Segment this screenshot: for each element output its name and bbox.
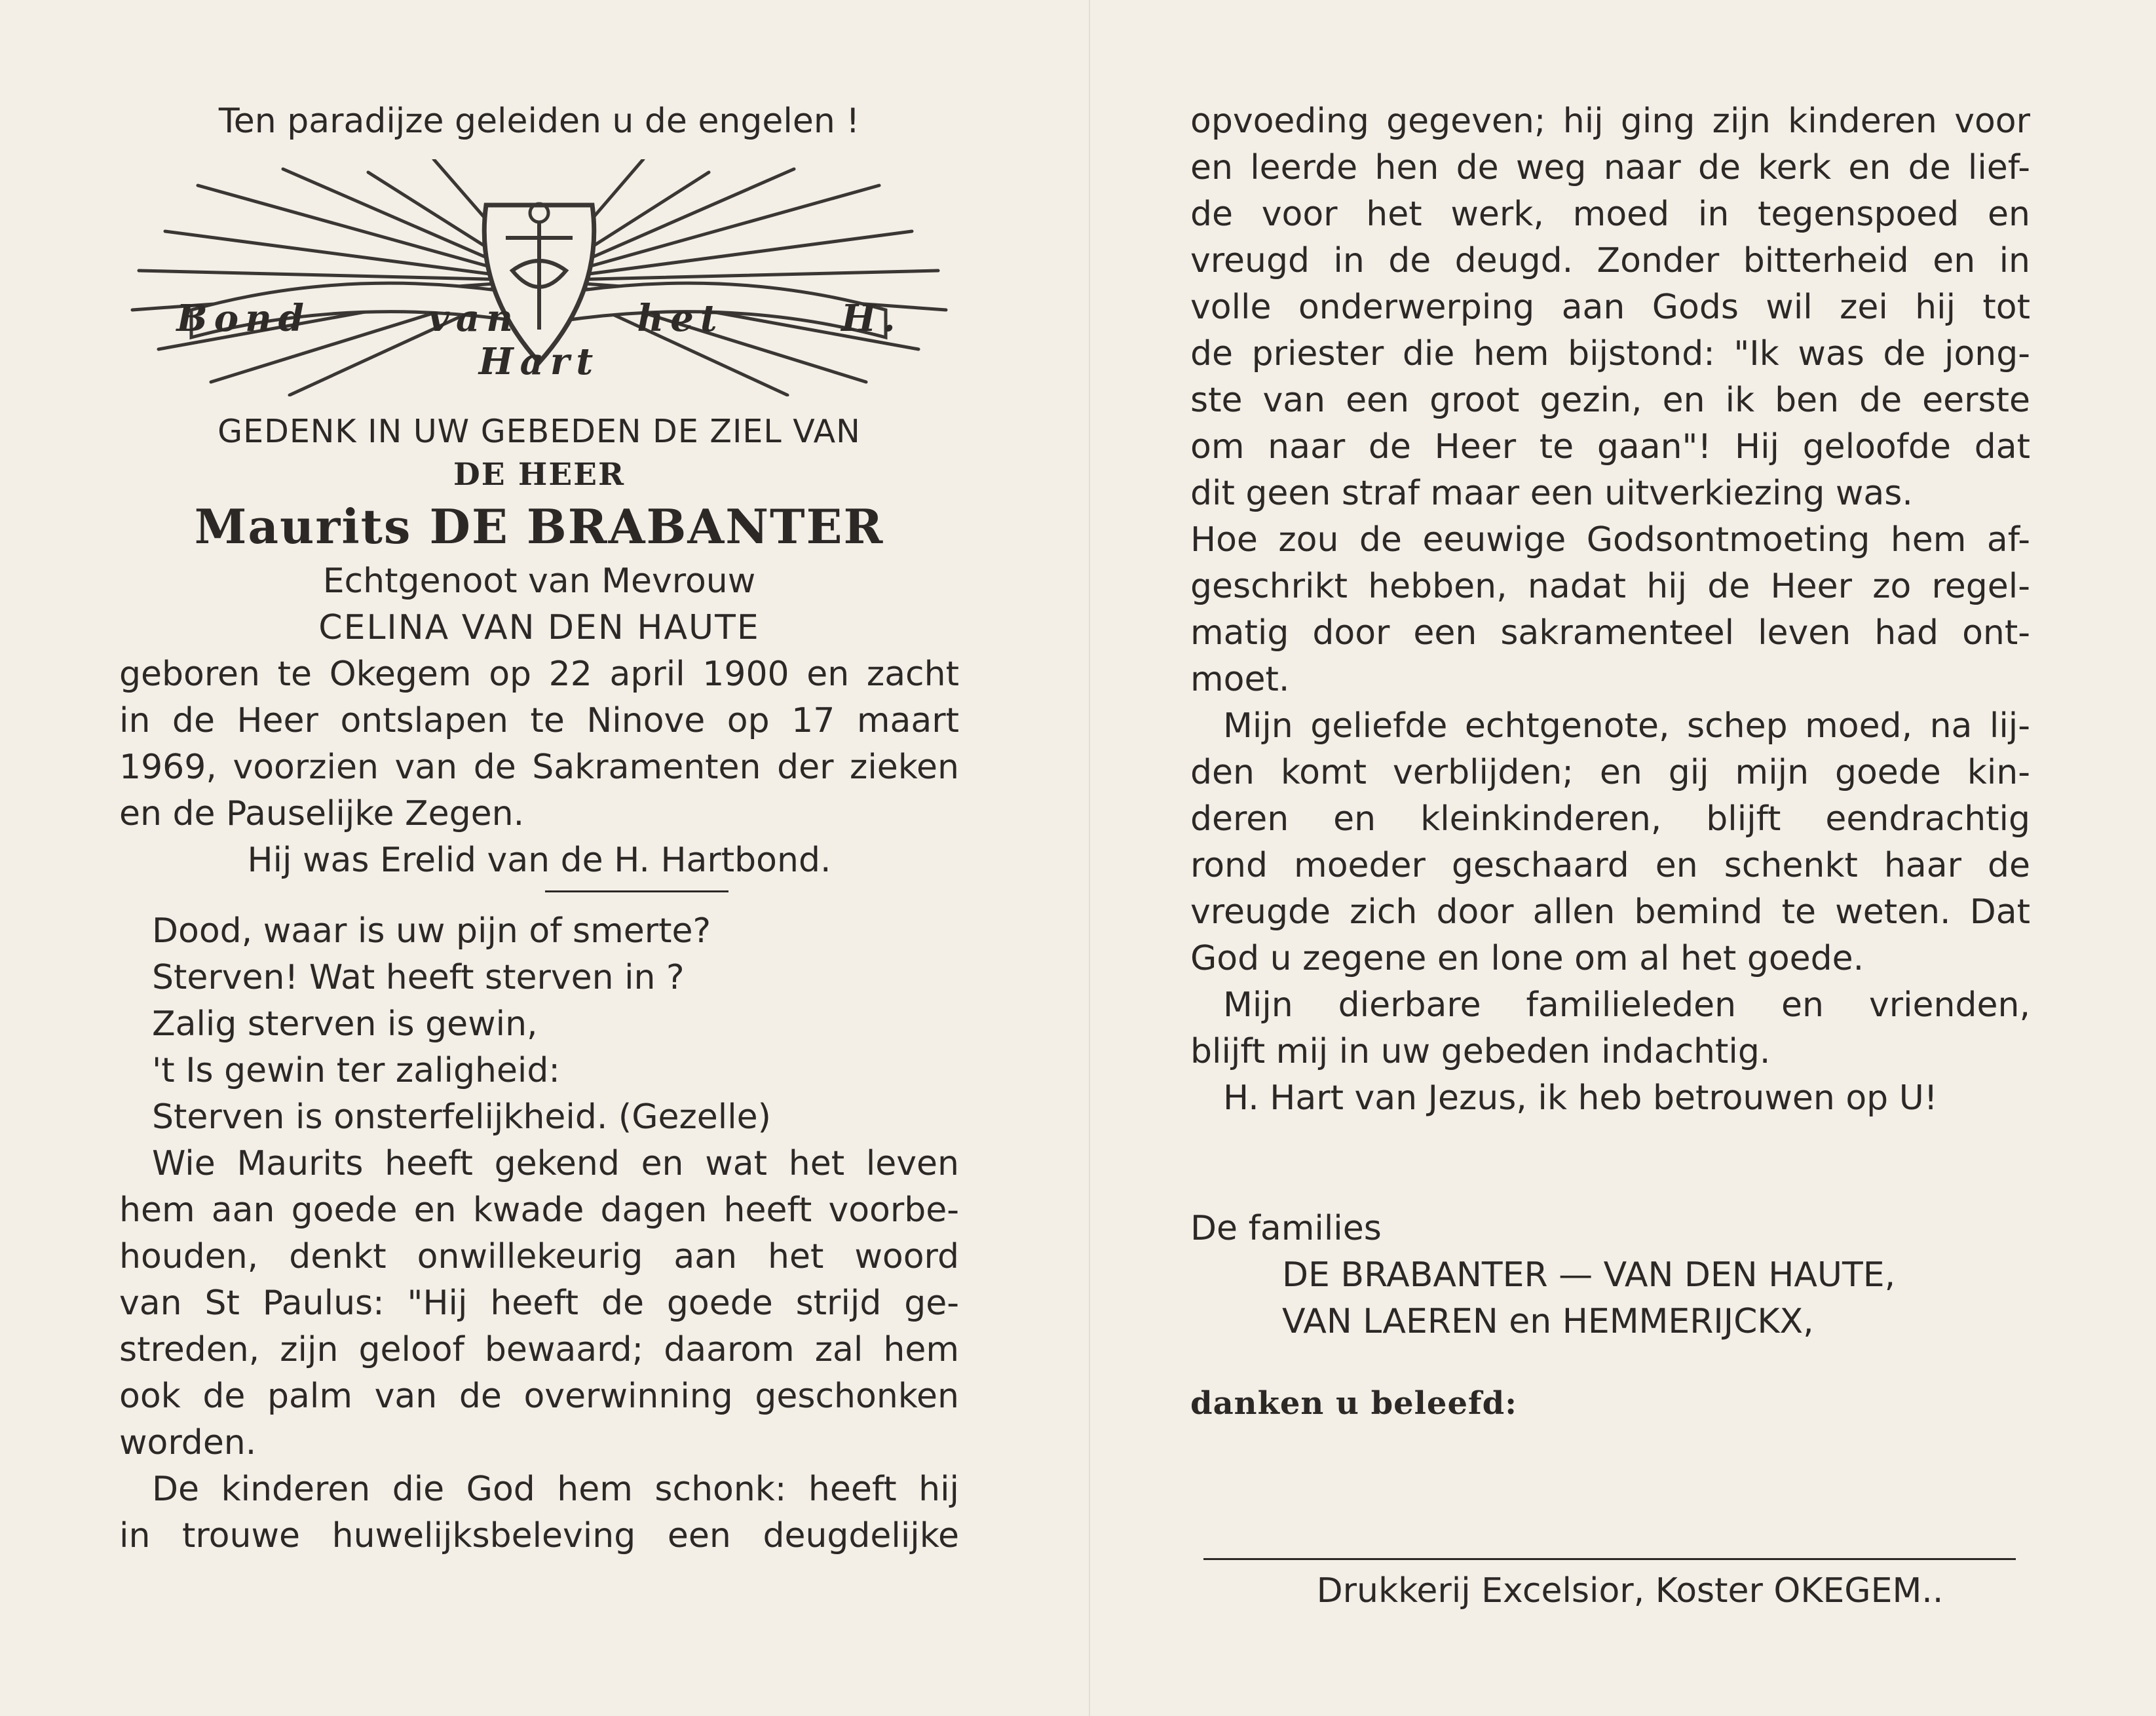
bio-line: en de Pauselijke Zegen. — [119, 794, 525, 833]
deceased-name: Maurits DE BRABANTER — [194, 499, 884, 554]
text-line: en leerde hen de weg naar de kerk en de lief- — [1190, 148, 2030, 187]
separator-rule — [545, 890, 728, 892]
text-line: in trouwe huwelijksbeleving een deugdelijke — [119, 1516, 959, 1555]
text-line: worden. — [119, 1423, 257, 1462]
emblem-banner-text: Bond van het H. Hart — [176, 297, 902, 383]
spacer — [1190, 1122, 2030, 1206]
sacred-heart-emblem — [119, 159, 959, 396]
bio-line: in de Heer ontslapen te Ninove op 17 maart — [119, 701, 959, 740]
spouse-name: CELINA VAN DEN HAUTE — [318, 608, 760, 647]
text-line: Mijn geliefde echtgenote, schep moed, na lij- — [1223, 706, 2030, 746]
separator-rule — [1203, 1558, 2016, 1560]
text-line: ook de palm van de overwinning geschonken — [119, 1377, 959, 1416]
spacer — [1190, 1345, 2030, 1381]
card-fold — [1089, 0, 1090, 1716]
spouse-label: Echtgenoot van Mevrouw — [322, 562, 756, 601]
text-line: matig door een sakramenteel leven had ont- — [1190, 613, 2030, 653]
text-line: vreugd in de deugd. Zonder bitterheid en in — [1190, 241, 2030, 280]
left-panel — [119, 98, 959, 1559]
text-line: houden, denkt onwillekeurig aan het woord — [119, 1237, 959, 1276]
text-line: Wie Maurits heeft gekend en wat het leven — [152, 1144, 959, 1183]
text-line: Mijn dierbare familieleden en vrienden, — [1223, 985, 2030, 1025]
text-line: blijft mij in uw gebeden indachtig. — [1190, 1032, 1771, 1071]
motto: Ten paradijze geleiden u de engelen ! — [218, 102, 860, 141]
poem-line: Zalig sterven is gewin, — [152, 1004, 538, 1044]
text-line: rond moeder geschaard en schenkt haar de — [1190, 846, 2030, 885]
text-line: de voor het werk, moed in tegenspoed en — [1190, 195, 2030, 234]
spacer — [1190, 1427, 2030, 1558]
text-line: vreugde zich door allen bemind te weten. Dat — [1190, 892, 2030, 932]
text-line: van St Paulus: "Hij heeft de goede strijd ge- — [119, 1284, 959, 1323]
text-line: God u zegene en lone om al het goede. — [1190, 939, 1864, 978]
title-de-heer: DE HEER — [453, 457, 626, 493]
text-line: opvoeding gegeven; hij ging zijn kinderen voor — [1190, 102, 2030, 141]
text-line: dit geen straf maar een uitverkiezing was. — [1190, 474, 1913, 513]
text-line: geschrikt hebben, nadat hij de Heer zo regel- — [1190, 567, 2030, 606]
family-names: VAN LAEREN en HEMMERIJCKX, — [1282, 1302, 1814, 1341]
bio-line: 1969, voorzien van de Sakramenten der zieken — [119, 748, 959, 787]
gedenk-heading: GEDENK IN UW GEBEDEN DE ZIEL VAN — [217, 413, 861, 450]
bio-line: geboren te Okegem op 22 april 1900 en zacht — [119, 655, 959, 694]
poem-line: Dood, waar is uw pijn of smerte? — [152, 911, 711, 951]
upbringing-paragraph — [1190, 98, 2030, 703]
biography — [119, 651, 959, 837]
text-line: deren en kleinkinderen, blijft eendrachtig — [1190, 799, 2030, 839]
families-label: De families — [1190, 1209, 1382, 1248]
text-line: om naar de Heer te gaan"! Hij geloofde dat — [1190, 427, 2030, 467]
children-paragraph — [119, 1466, 959, 1559]
poem-line: 't Is gewin ter zaligheid: — [152, 1051, 560, 1090]
spouse-paragraph — [1190, 703, 2030, 982]
tribute-paragraph — [119, 1141, 959, 1466]
family-paragraph — [1190, 982, 2030, 1075]
text-line: ste van een groot gezin, en ik ben de eerste — [1190, 381, 2030, 420]
erelid-note: Hij was Erelid van de H. Hartbond. — [247, 841, 831, 880]
poem-line: Sterven! Wat heeft sterven in ? — [152, 958, 685, 997]
text-line: Hoe zou de eeuwige Godsontmoeting hem af- — [1190, 520, 2030, 560]
text-line: hem aan goede en kwade dagen heeft voorbe- — [119, 1191, 959, 1230]
text-line: moet. — [1190, 660, 1290, 699]
closing-prayer: H. Hart van Jezus, ik heb betrouwen op U! — [1223, 1078, 1938, 1118]
text-line: de priester die hem bijstond: "Ik was de jong- — [1190, 334, 2030, 373]
family-names: DE BRABANTER — VAN DEN HAUTE, — [1282, 1255, 1896, 1295]
text-line: volle onderwerping aan Gods wil zei hij tot — [1190, 288, 2030, 327]
text-line: De kinderen die God hem schonk: heeft hij — [152, 1470, 959, 1509]
poem-line: Sterven is onsterfelijkheid. (Gezelle) — [152, 1097, 771, 1137]
thanks-text: danken u beleefd: — [1190, 1385, 1517, 1422]
text-line: streden, zijn geloof bewaard; daarom zal hem — [119, 1330, 959, 1369]
right-panel — [1190, 98, 2030, 1614]
poem — [119, 908, 959, 1141]
text-line: den komt verblijden; en gij mijn goede kin- — [1190, 753, 2030, 792]
printer-credit: Drukkerij Excelsior, Koster OKEGEM.. — [1316, 1571, 1944, 1611]
